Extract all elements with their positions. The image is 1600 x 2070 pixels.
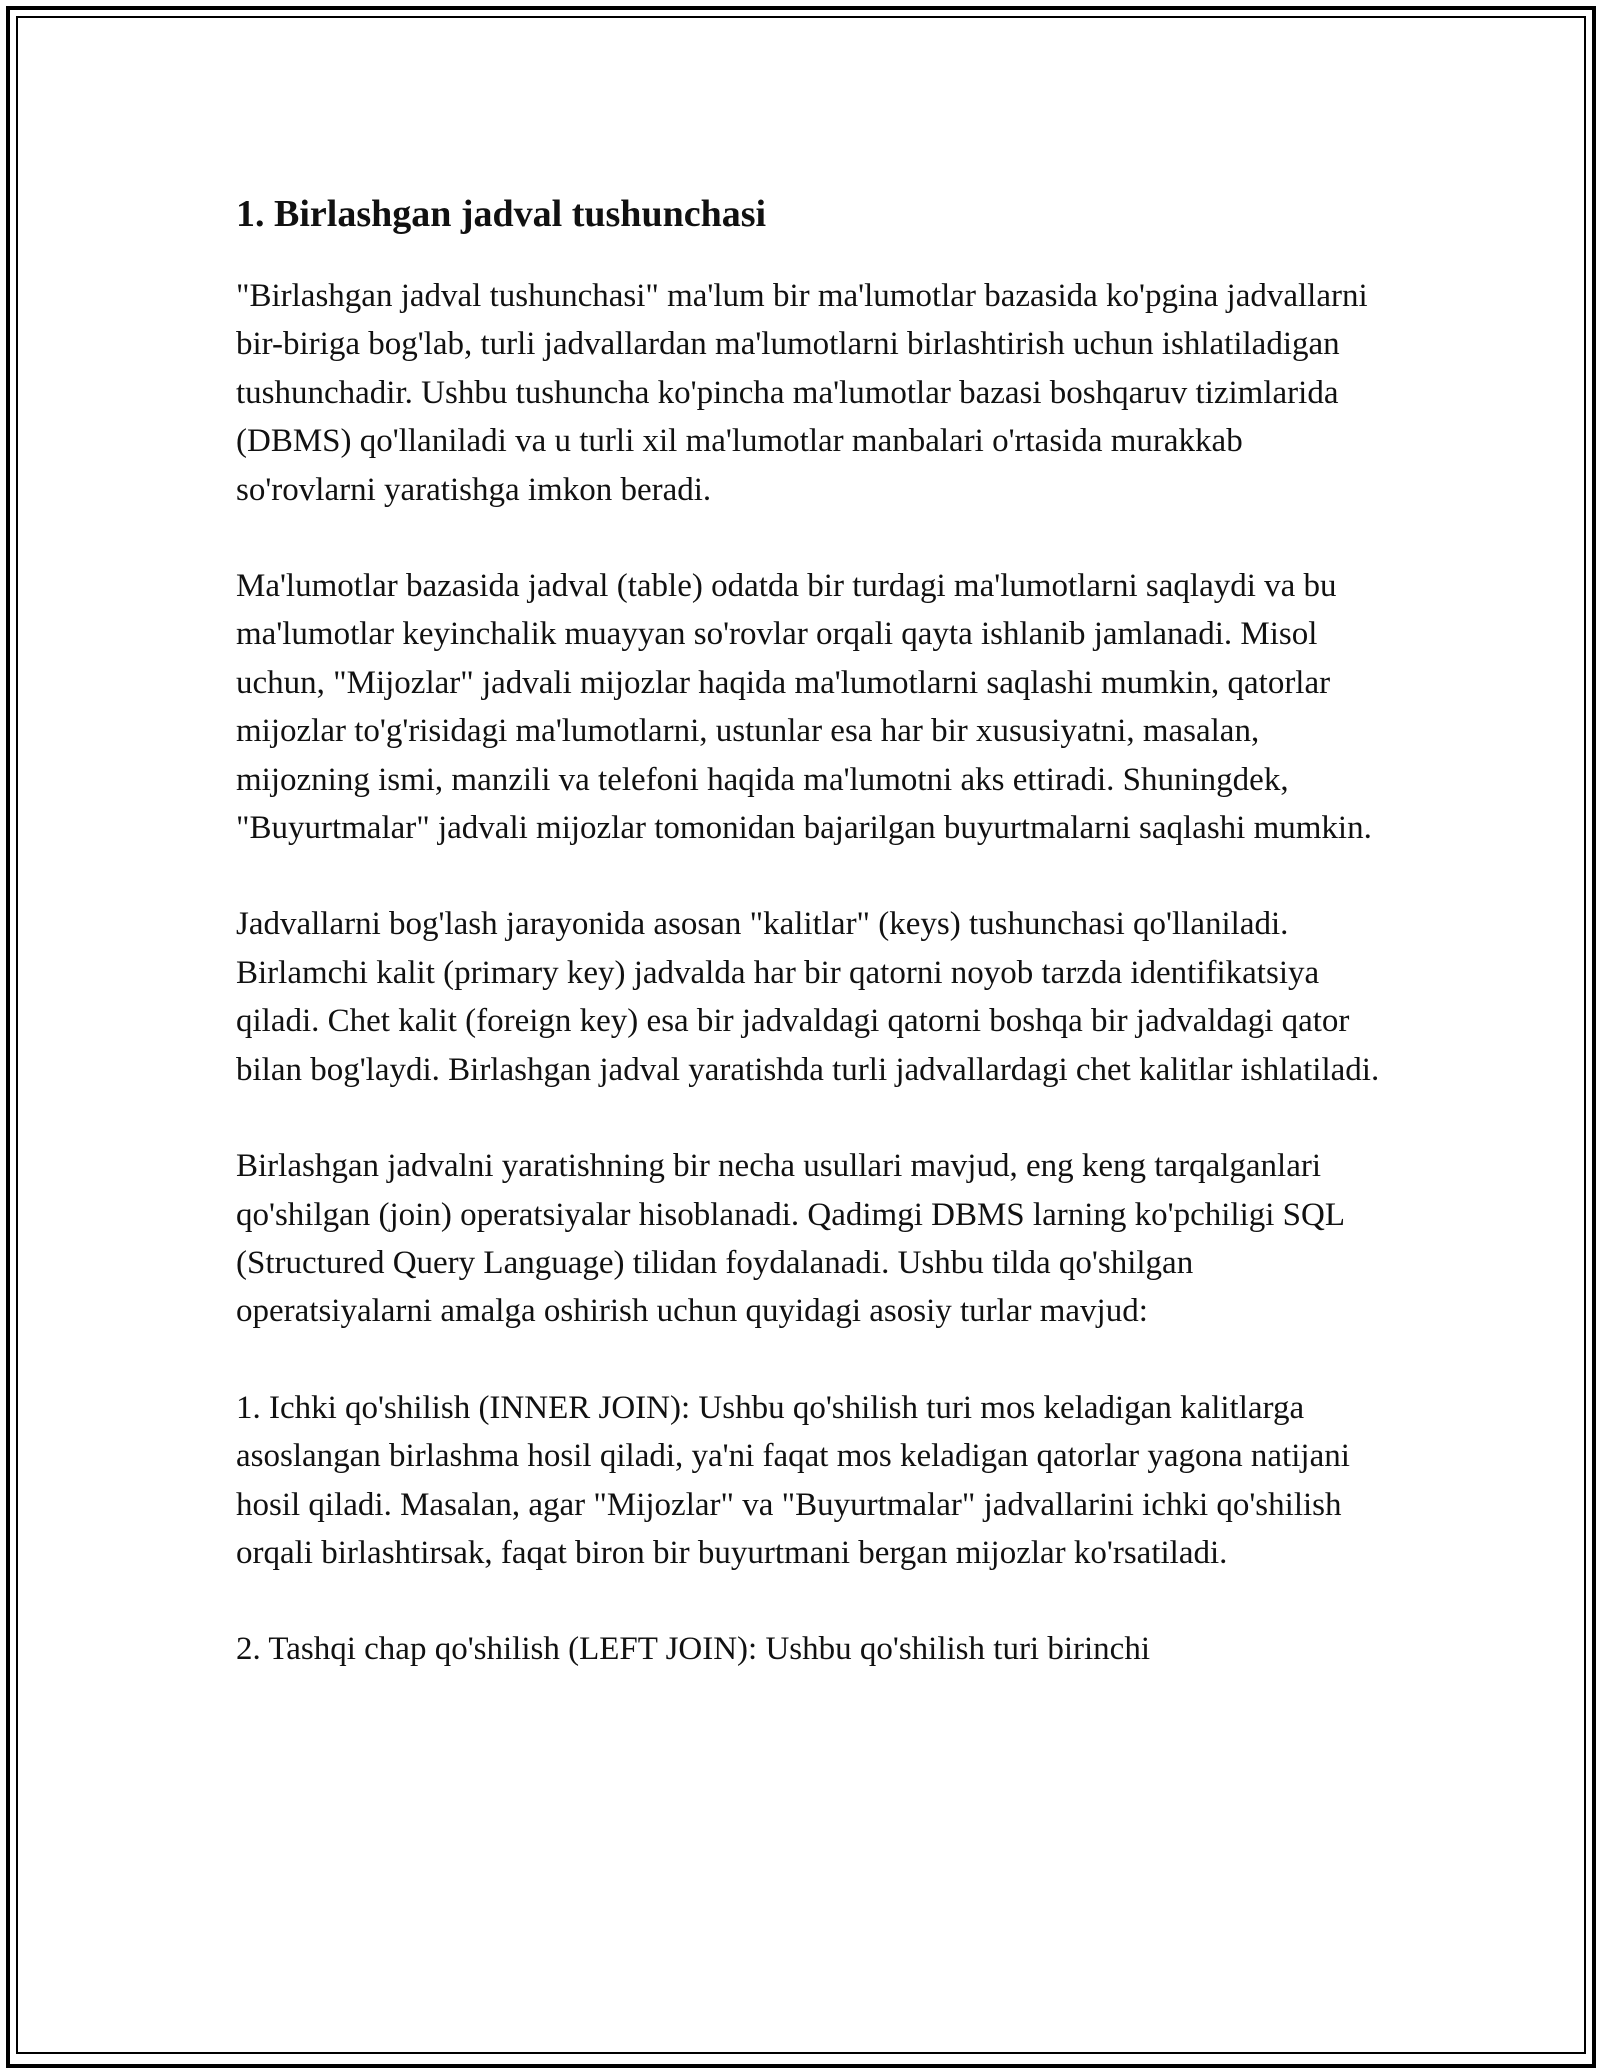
- paragraph-keys: Jadvallarni bog'lash jarayonida asosan "kalitlar" (keys) tushunchasi qo'llaniladi. Birlamchi kalit (primary key) jadvalda har bir qatorni noyob tarzda identifikatsiya qiladi. Chet kalit (foreign key) esa bir jadvaldagi qatorni boshqa bir jadvaldagi qator bilan bog'laydi. Birlashgan jadval yaratishda turli jadvallardagi chet kalitlar ishlatiladi.: [236, 906, 1380, 1088]
- document-body: [236, 186, 1386, 1722]
- paragraph-intro: "Birlashgan jadval tushunchasi" ma'lum bir ma'lumotlar bazasida ko'pgina jadvallarni bir-biriga bog'lab, turli jadvallardan ma'lumotlarni birlashtirish uchun ishlatiladigan tushunchadir. Ushbu tushuncha ko'pincha ma'lumotlar bazasi boshqaruv tizimlarida (DBMS) qo'llaniladi va u turli xil ma'lumotlar manbalari o'rtasida murakkab so'rovlarni yaratishga imkon beradi.: [236, 278, 1368, 508]
- section-heading: 1. Birlashgan jadval tushunchasi: [236, 193, 767, 235]
- paragraph-tables: Ma'lumotlar bazasida jadval (table) odatda bir turdagi ma'lumotlarni saqlaydi va bu ma'lumotlar keyinchalik muayyan so'rovlar orqali qayta ishlanib jamlanadi. Misol uchun, "Mijozlar" jadvali mijozlar haqida ma'lumotlarni saqlashi mumkin, qatorlar mijozlar to'g'risidagi ma'lumotlarni, ustunlar esa har bir xususiyatni, masalan, mijozning ismi, manzili va telefoni haqida ma'lumotni aks ettiradi. Shuningdek, "Buyurtmalar" jadvali mijozlar tomonidan bajarilgan buyurtmalarni saqlashi mumkin.: [236, 568, 1372, 847]
- paragraph-inner-join: 1. Ichki qo'shilish (INNER JOIN): Ushbu qo'shilish turi mos keladigan kalitlarga asoslangan birlashma hosil qiladi, ya'ni faqat mos keladigan qatorlar yagona natijani hosil qiladi. Masalan, agar "Mijozlar" va "Buyurtmalar" jadvallarini ichki qo'shilish orqali birlashtirsak, faqat biron bir buyurtmani bergan mijozlar ko'rsatiladi.: [236, 1389, 1350, 1571]
- paragraph-left-join: 2. Tashqi chap qo'shilish (LEFT JOIN): Ushbu qo'shilish turi birinchi: [236, 1631, 1150, 1668]
- paragraph-join-methods: Birlashgan jadvalni yaratishning bir necha usullari mavjud, eng keng tarqalganlari qo'shilgan (join) operatsiyalar hisoblanadi. Qadimgi DBMS larning ko'pchiligi SQL (Structured Query Language) tilidan foydalanadi. Ushbu tilda qo'shilgan operatsiyalarni amalga oshirish uchun quyidagi asosiy turlar mavjud:: [236, 1148, 1344, 1330]
